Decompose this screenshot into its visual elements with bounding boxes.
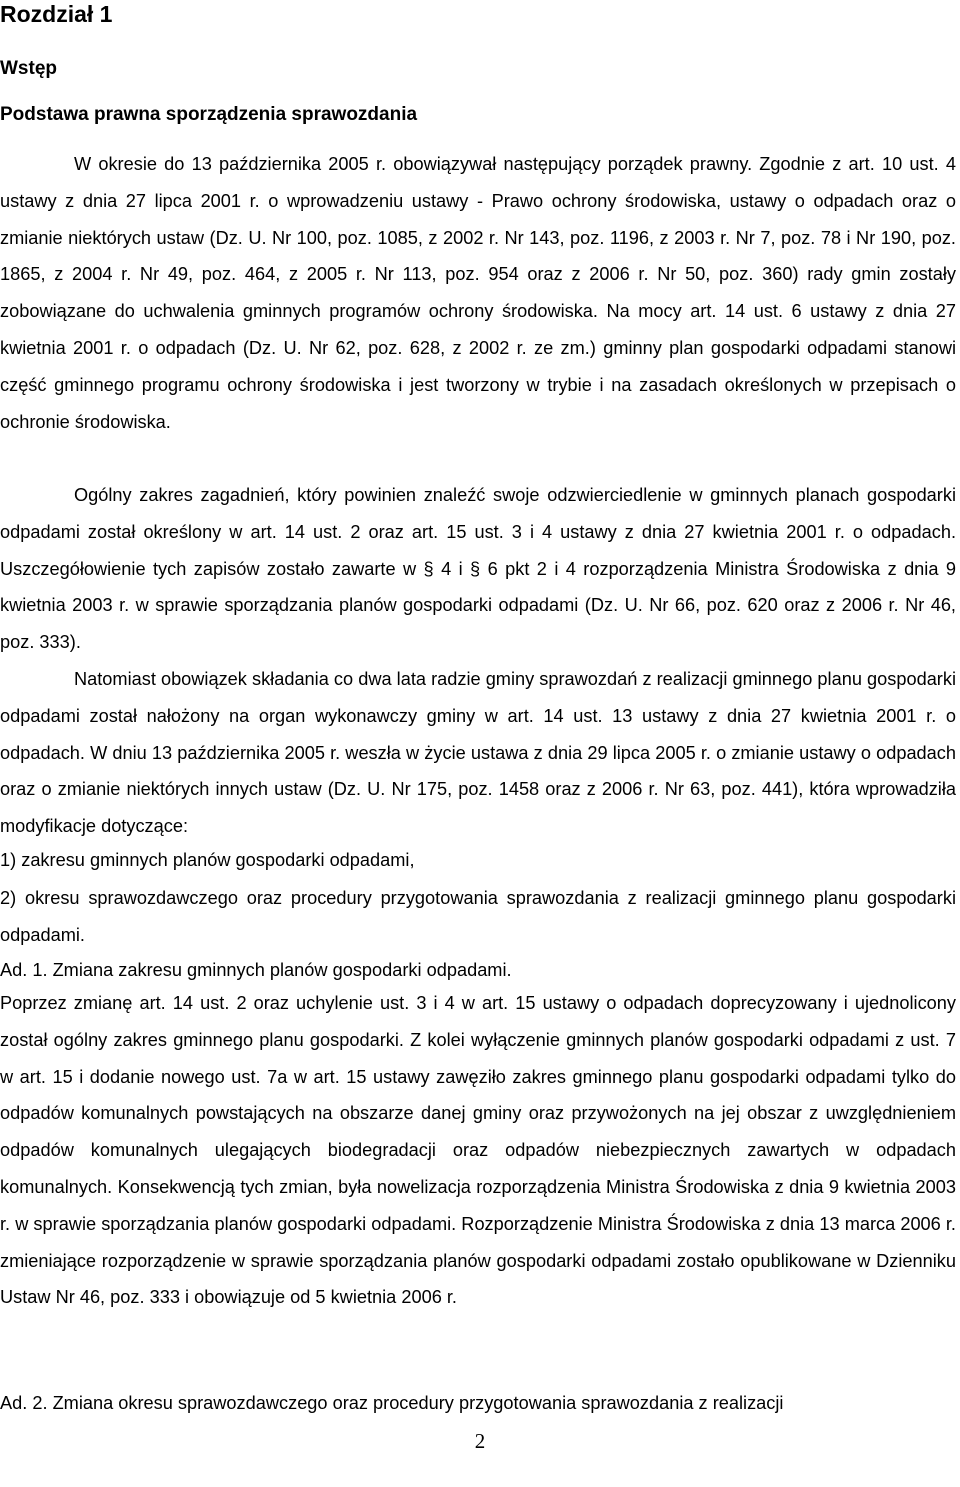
section-heading-legal-basis: Podstawa prawna sporządzenia sprawozdania <box>0 104 418 125</box>
list-item-2: 2) okresu sprawozdawczego oraz procedury przygotowania sprawozdania z realizacji gminnego planu gospodarki odpadami. <box>0 888 956 945</box>
paragraph-legal-order: W okresie do 13 października 2005 r. obowiązywał następujący porządek prawny. Zgodnie z art. 10 ust. 4 ustawy z dnia 27 lipca 2001 r. o wprowadzeniu ustawy - Prawo ochrony środowiska, ustawy o odpadach oraz o zmianie niektórych ustaw (Dz. U. Nr 100, poz. 1085, z 2002 r. Nr 143, poz. 1196, z 2003 r. Nr 7, poz. 78 i Nr 190, poz. 1865, z 2004 r. Nr 49, poz. 464, z 2005 r. Nr 113, poz. 954 oraz z 2006 r. Nr 50, poz. 360) rady gmin zostały zobowiązane do uchwalenia gminnych programów ochrony środowiska. Na mocy art. 14 ust. 6 ustawy z dnia 27 kwietnia 2001 r. o odpadach (Dz. U. Nr 62, poz. 628, z 2002 r. ze zm.) gminny plan gospodarki odpadami stanowi część gminnego programu ochrony środowiska i jest tworzony w trybie i na zasadach określonych w przepisach o ochronie środowiska. <box>0 154 956 432</box>
page-number: 2 <box>474 1429 486 1453</box>
paragraph-reporting-obligation: Natomiast obowiązek składania co dwa lata radzie gminy sprawozdań z realizacji gminnego planu gospodarki odpadami został nałożony na organ wykonawczy gminy w art. 14 ust. 13 ustawy z dnia 27 kwietnia 2001 r. o odpadach. W dniu 13 października 2005 r. weszła w życie ustawa z dnia 29 lipca 2005 r. o zmianie ustawy o odpadach oraz o zmianie niektórych innych ustaw (Dz. U. Nr 175, poz. 1458 oraz z 2006 r. Nr 63, poz. 441), która wprowadziła modyfikacje dotyczące: <box>0 669 956 837</box>
paragraph-scope: Ogólny zakres zagadnień, który powinien znaleźć swoje odzwierciedlenie w gminnych planach gospodarki odpadami został określony w art. 14 ust. 2 oraz art. 15 ust. 3 i 4 ustawy z dnia 27 kwietnia 2001 r. o odpadach. Uszczegółowienie tych zapisów zostało zawarte w § 4 i § 6 pkt 2 i 4 rozporządzenia Ministra Środowiska z dnia 9 kwietnia 2003 r. w sprawie sporządzania planów gospodarki odpadami (Dz. U. Nr 66, poz. 620 oraz z 2006 r. Nr 46, poz. 333). <box>0 485 956 653</box>
paragraph-scope-changes: Poprzez zmianę art. 14 ust. 2 oraz uchylenie ust. 3 i 4 w art. 15 ustawy o odpadach doprecyzowany i ujednolicony został ogólny zakres gminnego planu gospodarki. Z kolei wyłączenie gminnych planów gospodarki odpadami z ust. 7 w art. 15 i dodanie nowego ust. 7a w art. 15 ustawy zawęziło zakres gminnego planu gospodarki odpadami tylko do odpadów komunalnych powstających na obszarze danej gminy oraz przywożonych na jej obszar z uwzględnieniem odpadów komunalnych ulegających biodegradacji oraz odpadów niebezpiecznych zawartych w odpadach komunalnych. Konsekwencją tych zmian, była nowelizacja rozporządzenia Ministra Środowiska z dnia 9 kwietnia 2003 r. w sprawie sporządzania planów gospodarki odpadami. Rozporządzenie Ministra Środowiska z dnia 13 marca 2006 r. zmieniające rozporządzenie w sprawie sporządzania planów gospodarki odpadami zostało opublikowane w Dzienniku Ustaw Nr 46, poz. 333 i obowiązuje od 5 kwietnia 2006 r. <box>0 993 956 1308</box>
ad2-heading: Ad. 2. Zmiana okresu sprawozdawczego oraz procedury przygotowania sprawozdania z realizacji <box>0 1393 784 1413</box>
list-item-1: 1) zakresu gminnych planów gospodarki odpadami, <box>0 850 415 870</box>
section-heading-intro: Wstęp <box>0 58 57 79</box>
ad1-heading: Ad. 1. Zmiana zakresu gminnych planów gospodarki odpadami. <box>0 960 512 980</box>
chapter-title: Rozdział 1 <box>0 1 113 27</box>
